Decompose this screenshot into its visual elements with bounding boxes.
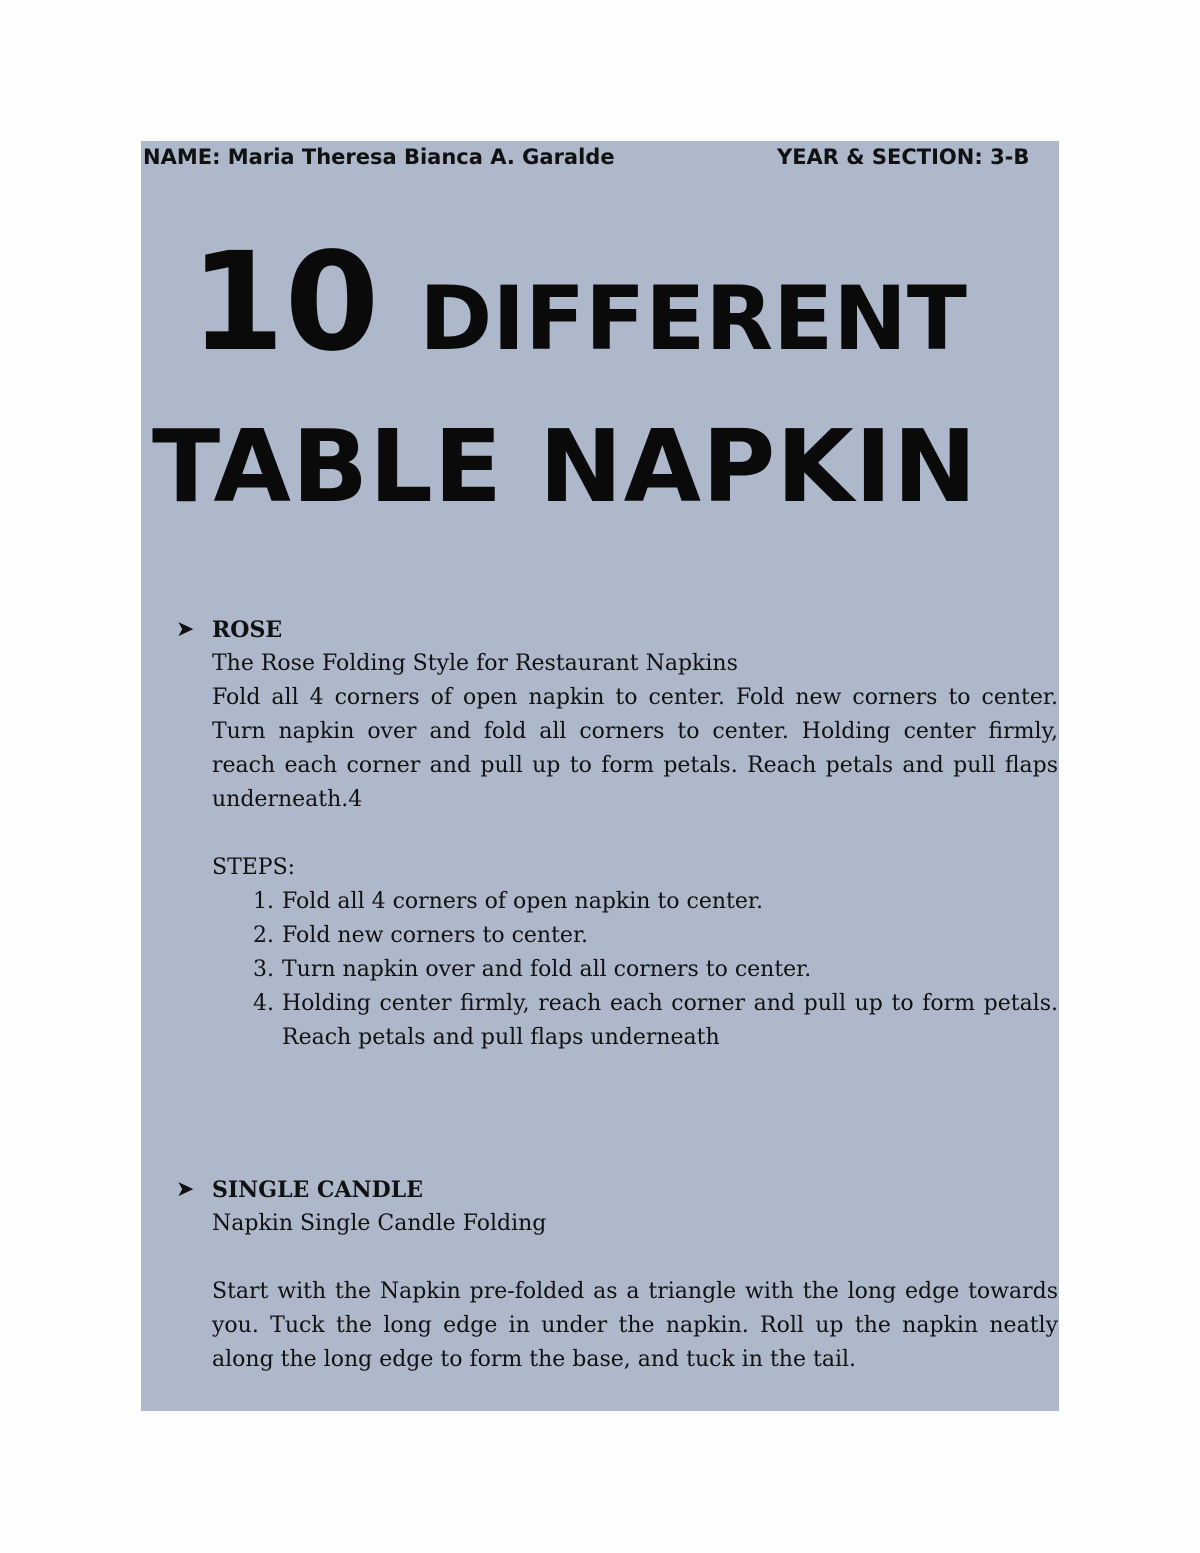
page-title-line1: [190, 224, 1050, 382]
step-text: Turn napkin over and fold all corners to center.: [282, 957, 812, 982]
step-text: Holding center firmly, reach each corner and pull up to form petals. Reach petals and pull flaps underneath: [282, 991, 1058, 1050]
step-item: [253, 953, 1058, 987]
student-name: NAME: Maria Theresa Bianca A. Garalde: [143, 145, 615, 169]
section-subtitle: The Rose Folding Style for Restaurant Napkins: [212, 651, 738, 676]
student-info-header: [143, 143, 1053, 171]
section-body: [212, 647, 1058, 1055]
section-description: Start with the Napkin pre-folded as a triangle with the long edge towards you. Tuck the long edge in under the napkin. Roll up the napkin neatly along the long edge to form the base, and tuck in the tail.: [212, 1279, 1058, 1372]
step-number: 3.: [253, 957, 274, 982]
step-item: [253, 987, 1058, 1055]
step-text: Fold all 4 corners of open napkin to center.: [282, 889, 763, 914]
step-number: 1.: [253, 889, 274, 914]
step-number: 2.: [253, 923, 274, 948]
section-title: ROSE: [212, 617, 283, 643]
section-subtitle: Napkin Single Candle Folding: [212, 1211, 547, 1236]
page-title-line2: TABLE NAPKIN: [152, 408, 978, 525]
section-rose: [176, 613, 1058, 1055]
step-item: [253, 919, 1058, 953]
section-description: Fold all 4 corners of open napkin to center. Fold new corners to center. Turn napkin over and fold all corners to center. Holding center firmly, reach each corner and pull up to form petals. Reach petals and pull flaps underneath.4: [212, 685, 1058, 812]
arrow-bullet-icon: ➤: [176, 1177, 195, 1202]
steps-label: STEPS:: [212, 855, 296, 880]
section-single-candle: [176, 1173, 1058, 1377]
section-heading: [176, 613, 1058, 647]
steps-list: [212, 885, 1058, 1055]
arrow-bullet-icon: ➤: [176, 617, 195, 642]
section-title: SINGLE CANDLE: [212, 1177, 423, 1203]
section-body: [212, 1207, 1058, 1377]
title-number: 10: [190, 224, 380, 382]
title-word: DIFFERENT: [419, 267, 967, 370]
year-section: YEAR & SECTION: 3-B: [777, 145, 1030, 169]
section-heading: [176, 1173, 1058, 1207]
step-item: [253, 885, 1058, 919]
step-text: Fold new corners to center.: [282, 923, 589, 948]
step-number: 4.: [253, 991, 274, 1016]
